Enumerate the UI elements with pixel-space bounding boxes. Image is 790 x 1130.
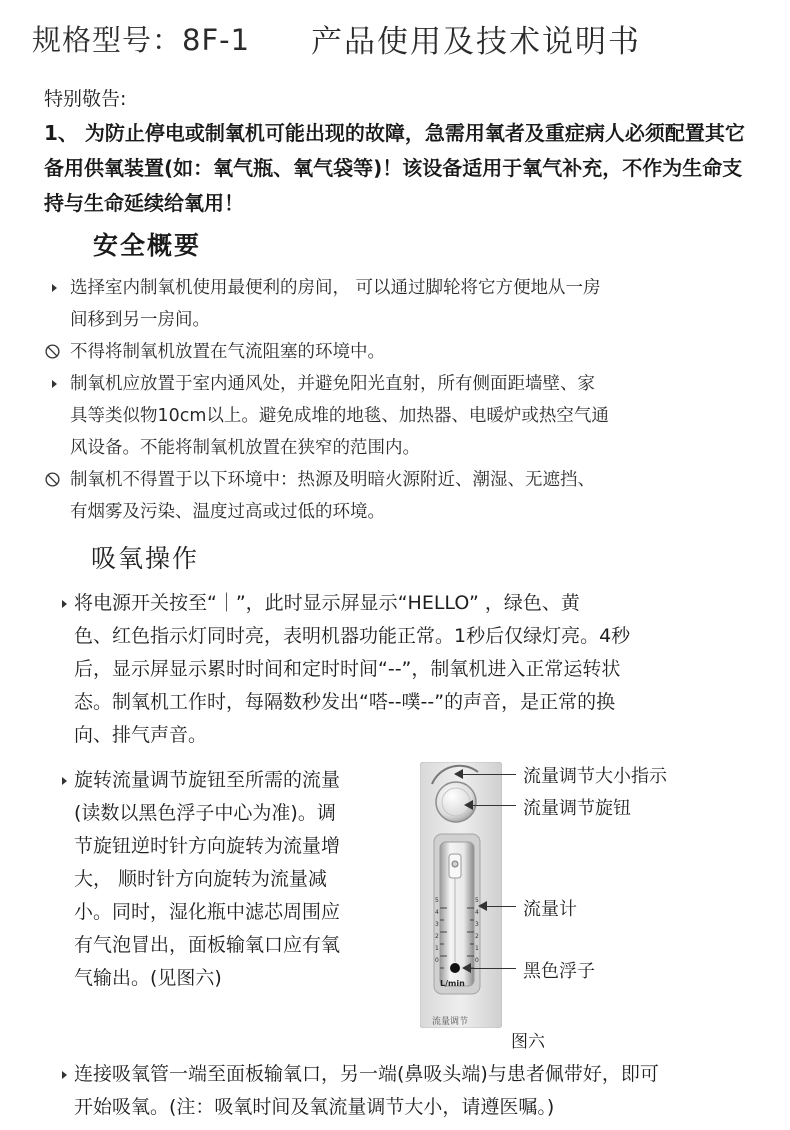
safety-item-4-line-1: 制氧机不得置于以下环境中：热源及明暗火源附近、潮湿、无遮挡、: [70, 470, 595, 490]
safety-item-3-line-3: 风设备。不能将制氧机放置在狭窄的范围内。: [70, 438, 420, 458]
bullet-triangle-icon: [62, 600, 67, 608]
scale-left-1: 1: [435, 945, 439, 952]
scale-right-1: 1: [475, 945, 479, 952]
operation-item-2-line-2: (读数以黑色浮子中心为准)。调: [74, 802, 336, 824]
operation-item-1-line-1: 将电源开关按至“｜”，此时显示屏显示“HELLO” ，绿色、黄: [74, 592, 580, 614]
scale-right-3: 3: [475, 921, 479, 928]
callout-line: [485, 906, 516, 907]
scale-left-5: 5: [435, 897, 439, 904]
scale-left-3: 3: [435, 921, 439, 928]
safety-item-3-line-2: 具等类似物10cm以上。避免成堆的地毯、加热器、电暖炉或热空气通: [70, 406, 609, 426]
bullet-triangle-icon: [52, 284, 57, 292]
warning-body: 1、 为防止停电或制氧机可能出现的故障，急需用氧者及重症病人必须配置其它备用供氧装置(如：氧气瓶、氧气袋等)！该设备适用于氧气补充，不作为生命支持与生命延续给氧用！: [44, 121, 745, 215]
scale-left-0: 0: [435, 957, 439, 964]
operation-item-1-line-5: 向、排气声音。: [74, 724, 208, 746]
bullet-triangle-icon: [62, 1071, 67, 1079]
safety-item-4: [70, 464, 595, 528]
model-number: 规格型号：8F-1: [32, 23, 251, 57]
callout-line: [461, 774, 516, 775]
callout-flowmeter: 流量计: [523, 899, 577, 920]
operation-item-2: [74, 764, 340, 995]
operation-item-3: [74, 1058, 659, 1124]
title-row: [18, 14, 778, 62]
operation-item-3-line-2: 开始吸氧。(注：吸氧时间及氧流量调节大小，请遵医嘱。): [74, 1096, 555, 1118]
unit-label: L/min: [440, 979, 465, 988]
callout-knob: 流量调节旋钮: [523, 798, 631, 819]
operation-item-2-line-3: 节旋钮逆时针方向旋转为流量增: [74, 835, 341, 857]
safety-item-1: [70, 272, 601, 336]
operation-item-2-line-1: 旋转流量调节旋钮至所需的流量: [74, 769, 341, 791]
callout-line: [469, 968, 516, 969]
operation-heading: 吸氧操作: [91, 544, 200, 573]
operation-item-2-line-6: 有气泡冒出，面板输氧口应有氧: [74, 934, 341, 956]
prohibited-icon: [45, 344, 60, 359]
flowmeter-figure: [420, 762, 502, 1028]
safety-item-3-line-1: 制氧机应放置于室内通风处，并避免阳光直射，所有侧面距墙壁、家: [70, 374, 595, 394]
scale-left-4: 4: [435, 909, 439, 916]
callout-indicator: 流量调节大小指示: [523, 766, 667, 787]
callout-float: 黑色浮子: [523, 961, 595, 982]
bullet-triangle-icon: [52, 380, 57, 388]
safety-item-4-line-2: 有烟雾及污染、温度过高或过低的环境。: [70, 502, 385, 522]
panel-label: 流量调节: [432, 1017, 469, 1027]
figure-caption: 图六: [511, 1032, 545, 1052]
callout-line: [471, 805, 516, 806]
operation-item-2-line-7: 气输出。(见图六): [74, 967, 222, 989]
manual-title: 产品使用及技术说明书: [311, 24, 641, 60]
warning-heading: 特别敬告:: [44, 88, 127, 110]
scale-right-5: 5: [475, 897, 479, 904]
safety-item-2: [70, 336, 385, 368]
operation-item-2-line-4: 大， 顺时针方向旋转为流量减: [74, 868, 328, 890]
safety-item-2-line-1: 不得将制氧机放置在气流阻塞的环境中。: [70, 342, 385, 362]
operation-item-1: [74, 587, 630, 752]
safety-heading: 安全概要: [93, 231, 202, 260]
operation-item-1-line-2: 色、红色指示灯同时亮，表明机器功能正常。1秒后仅绿灯亮。4秒: [74, 625, 631, 647]
operation-item-3-line-1: 连接吸氧管一端至面板输氧口，另一端(鼻吸头端)与患者佩带好，即可: [74, 1063, 659, 1085]
safety-item-1-line-2: 间移到另一房间。: [70, 310, 210, 330]
operation-item-1-line-4: 态。制氧机工作时，每隔数秒发出“嗒--噗--”的声音，是正常的换: [74, 691, 616, 713]
safety-item-3: [70, 368, 609, 464]
prohibited-icon: [45, 472, 60, 487]
bullet-triangle-icon: [62, 777, 67, 785]
scale-left-2: 2: [435, 933, 439, 940]
scale-right-2: 2: [475, 933, 479, 940]
black-float: [450, 963, 460, 973]
safety-item-1-line-1: 选择室内制氧机使用最便利的房间， 可以通过脚轮将它方便地从一房: [70, 278, 601, 298]
operation-item-2-line-5: 小。同时，湿化瓶中滤芯周围应: [74, 901, 341, 923]
scale-right-4: 4: [475, 909, 479, 916]
operation-item-1-line-3: 后，显示屏显示累时时间和定时时间“--”，制氧机进入正常运转状: [74, 658, 621, 680]
scale-right-0: 0: [475, 957, 479, 964]
flowmeter-illustration: [420, 762, 502, 1028]
